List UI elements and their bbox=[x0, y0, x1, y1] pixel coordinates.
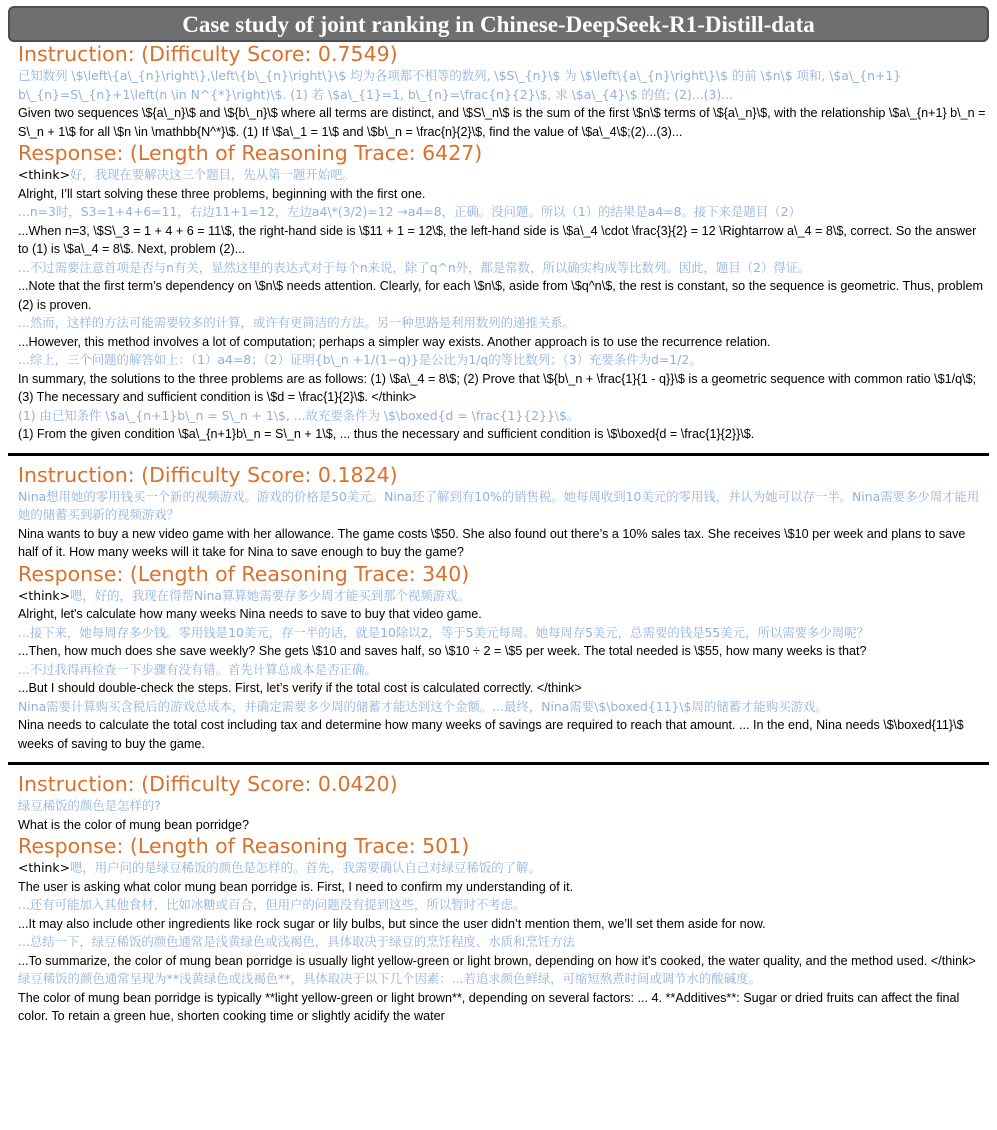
response-heading: Response: (Length of Reasoning Trace: 501) bbox=[18, 834, 470, 858]
response-step-chinese-text: ...总结一下，绿豆稀饭的颜色通常是浅黄绿色或浅褐色，具体取决于绿豆的烹饪程度、水质和烹饪方法 bbox=[18, 934, 576, 949]
response-step-chinese bbox=[18, 259, 987, 278]
response-step-chinese bbox=[18, 314, 987, 333]
think-tag: <think> bbox=[18, 167, 70, 182]
response-step-chinese-text: ...综上，三个问题的解答如上：（1）a4=8；（2）证明{b\_n +1/(1−q)}是公比为1/q的等比数列；（3）充要条件为d=1/2。 bbox=[18, 352, 702, 367]
instruction-english: What is the color of mung bean porridge? bbox=[18, 817, 250, 832]
response-step-chinese-text: (1) 由已知条件 \$a\_{n+1}b\_n = S\_n + 1\$, ...故充要条件为 \$\boxed{d = \frac{1}{2}}\$。 bbox=[18, 407, 580, 423]
response-step-english: The user is asking what color mung bean porridge is. First, I need to confirm my understanding of it. bbox=[18, 879, 574, 894]
response-step-chinese bbox=[18, 970, 987, 989]
response-step-chinese-text: 嗯，用户问的是绿豆稀饭的颜色是怎样的。首先，我需要确认自己对绿豆稀饭的了解。 bbox=[69, 860, 541, 875]
section-divider bbox=[8, 762, 989, 765]
instruction-english: Nina wants to buy a new video game with her allowance. The game costs \$50. She also found out there’s a 10% sales tax. She receives \$10 per week and plans to save half of it. How many weeks will it take for Nina to save enough to buy the game? bbox=[18, 526, 966, 559]
response-step-chinese bbox=[18, 698, 987, 717]
response-step-english: ...When n=3, \$S\_3 = 1 + 4 + 6 = 11\$, the right-hand side is \$11 + 1 = 12\$, the left-hand side is \$a\_4 \cdot \frac{3}{2} = 12 \Rightarrow a\_4 = 8\$, correct. So the answer to (1) is \$a\_4 = 8\$. Next, problem (2)... bbox=[18, 223, 977, 256]
instruction-heading: Instruction: (Difficulty Score: 0.0420) bbox=[18, 772, 398, 796]
response-step-chinese bbox=[18, 933, 987, 952]
case-study bbox=[18, 463, 987, 754]
response-step-chinese bbox=[18, 407, 987, 426]
response-step-english: Alright, I’ll start solving these three problems, beginning with the first one. bbox=[18, 186, 426, 201]
response-step-chinese-text: 好，我现在要解决这三个题目，先从第一题开始吧。 bbox=[69, 167, 355, 182]
response-step-english: ...But I should double-check the steps. First, let’s verify if the total cost is calculated correctly. </think> bbox=[18, 681, 582, 695]
response-step-english: ...However, this method involves a lot of computation; perhaps a simpler way exists. Another approach is to use the recurrence relation. bbox=[18, 334, 771, 349]
response-step-english: ...It may also include other ingredients like rock sugar or lily bulbs, but since the user didn’t mention them, we’ll set them aside for now. bbox=[18, 916, 766, 931]
response-step-chinese-text: ...接下来，她每周存多少钱。零用钱是10美元，存一半的话，就是10除以2，等于5美元每周。她每周存5美元，总需要的钱是55美元，所以需要多少周呢？ bbox=[18, 624, 869, 640]
think-tag: <think> bbox=[18, 587, 70, 603]
response-step-chinese-text: ...n=3时，S3=1+4+6=11，右边11+1=12，左边a4\*(3/2)=12 →a4=8，正确。没问题。所以（1）的结果是a4=8。接下来是题目（2） bbox=[18, 204, 801, 219]
response-step-chinese-text: ...不过我得再检查一下步骤有没有错。首先计算总成本是否正确。 bbox=[18, 661, 377, 677]
response-step-english: ...Note that the first term’s dependency on \$n\$ needs attention. Clearly, for each \$n\$, aside from \$q^n\$, the rest is constant, so the sequence is geometric. Thus, problem (2) is proven. bbox=[18, 279, 983, 312]
instruction-chinese: 绿豆稀饭的颜色是怎样的? bbox=[18, 798, 161, 813]
instruction-heading: Instruction: (Difficulty Score: 0.7549) bbox=[18, 42, 398, 66]
response-step-english: The color of mung bean porridge is typically **light yellow-green or light brown**, depending on several factors: ... 4. **Additives**: Sugar or dried fruits can affect the final color. To retain a green hue, shorten cooking time or slightly acidify the water bbox=[18, 990, 960, 1023]
response-step-chinese-text: ...然而，这样的方法可能需要较多的计算，或许有更简洁的方法。另一种思路是利用数列的递推关系。 bbox=[18, 315, 576, 330]
response-step-chinese bbox=[18, 587, 987, 606]
response-step-english: (1) From the given condition \$a\_{n+1}b\_n = S\_n + 1\$, ... thus the necessary and sufficient condition is \$\boxed{d = \frac{1}{2}}\$. bbox=[18, 427, 755, 441]
response-step-chinese bbox=[18, 661, 987, 680]
response-heading: Response: (Length of Reasoning Trace: 6427) bbox=[18, 141, 483, 165]
response-step-chinese-text: Nina需要计算购买含税后的游戏总成本，并确定需要多少周的储蓄才能达到这个金额。...最终，Nina需要\$\boxed{11}\$周的储蓄才能购买游戏。 bbox=[18, 698, 828, 714]
response-step-chinese-text: 嗯，好的，我现在得帮Nina算算她需要存多少周才能买到那个视频游戏。 bbox=[69, 587, 470, 603]
instruction-english: Given two sequences \${a\_n}\$ and \${b\_n}\$ where all terms are distinct, and \$S\_n\$ is the sum of the first \$n\$ terms of \${a\_n}\$, with the relationship \$a\_{n+1} b\_n = S\_n + 1\$ for all \$n \in \mathbb{N^*}\$. (1) If \$a\_1 = 1\$ and \$b\_n = \frac{n}{2}\$, find the value of \$a\_4\$;(2)...(3)... bbox=[18, 106, 986, 139]
response-step-chinese bbox=[18, 166, 987, 185]
response-step-chinese bbox=[18, 624, 987, 643]
response-step-chinese bbox=[18, 351, 987, 370]
case-study bbox=[18, 772, 987, 1026]
response-heading: Response: (Length of Reasoning Trace: 340) bbox=[18, 561, 470, 586]
response-step-chinese bbox=[18, 896, 987, 915]
response-step-english: ...To summarize, the color of mung bean porridge is usually light yellow-green or light brown, depending on how it's cooked, the water quality, and the method used. </think> bbox=[18, 953, 976, 968]
response-step-english: In summary, the solutions to the three problems are as follows: (1) \$a\_4 = 8\$; (2) Prove that \${b\_n + \frac{1}{1 - q}}\$ is a geometric sequence with common ratio \$1/q\$; (3) The necessary and sufficient condition is \$d = \frac{1}{2}\$. </think> bbox=[18, 371, 977, 404]
instruction-heading: Instruction: (Difficulty Score: 0.1824) bbox=[18, 462, 398, 487]
response-step-chinese bbox=[18, 859, 987, 878]
think-tag: <think> bbox=[18, 860, 70, 875]
response-step-chinese-text: ...还有可能加入其他食材，比如冰糖或百合，但用户的问题没有提到这些，所以暂时不考虑。 bbox=[18, 897, 526, 912]
response-step-english: Nina needs to calculate the total cost including tax and determine how many weeks of savings are required to reach that amount. ... In the end, Nina needs \$\boxed{11}\$ weeks of saving to buy the game. bbox=[18, 718, 964, 751]
case-list bbox=[18, 42, 987, 1026]
response-step-chinese-text: ...不过需要注意首项是否与n有关，显然这里的表达式对于每个n来说，除了q^n外，都是常数，所以确实构成等比数列。因此，题目（2）得证。 bbox=[18, 259, 811, 275]
instruction-chinese: Nina想用她的零用钱买一个新的视频游戏。游戏的价格是50美元。Nina还了解到有10%的销售税。她每周收到10美元的零用钱，并认为她可以存一半。Nina需要多少周才能用她的储蓄买到新的视频游戏？ bbox=[18, 488, 980, 522]
response-step-chinese bbox=[18, 203, 987, 222]
figure-title: Case study of joint ranking in Chinese-DeepSeek-R1-Distill-data bbox=[8, 6, 989, 42]
section-divider bbox=[8, 453, 989, 456]
case-study bbox=[18, 42, 987, 444]
response-step-english: ...Then, how much does she save weekly? She gets \$10 and saves half, so \$10 ÷ 2 = \$5 per week. The total needed is \$55, how many weeks is that? bbox=[18, 644, 867, 658]
response-step-english: Alright, let's calculate how many weeks Nina needs to save to buy that video game. bbox=[18, 607, 482, 621]
response-step-chinese-text: 绿豆稀饭的颜色通常呈现为**浅黄绿色或浅褐色**，具体取决于以下几个因素：...若追求颜色鲜绿，可缩短熬煮时间或调节水的酸碱度。 bbox=[18, 971, 761, 986]
instruction-chinese: 已知数列 \$\left\{a\_{n}\right\},\left\{b\_{n}\right\}\$ 均为各项都不相等的数列, \$S\_{n}\$ 为 \$\left\{a\_{n}\right\}\$ 的前 \$n\$ 项和, \$a\_{n+1} b\_{n}=S\_{n}+1\left(n \in N^{*}\right)\$. (1) 若 \$a\_{1}=1, b\_{n}=\frac{n}{2}\$, 求 \$a\_{4}\$ 的值; (2)...(3)... bbox=[18, 68, 902, 102]
